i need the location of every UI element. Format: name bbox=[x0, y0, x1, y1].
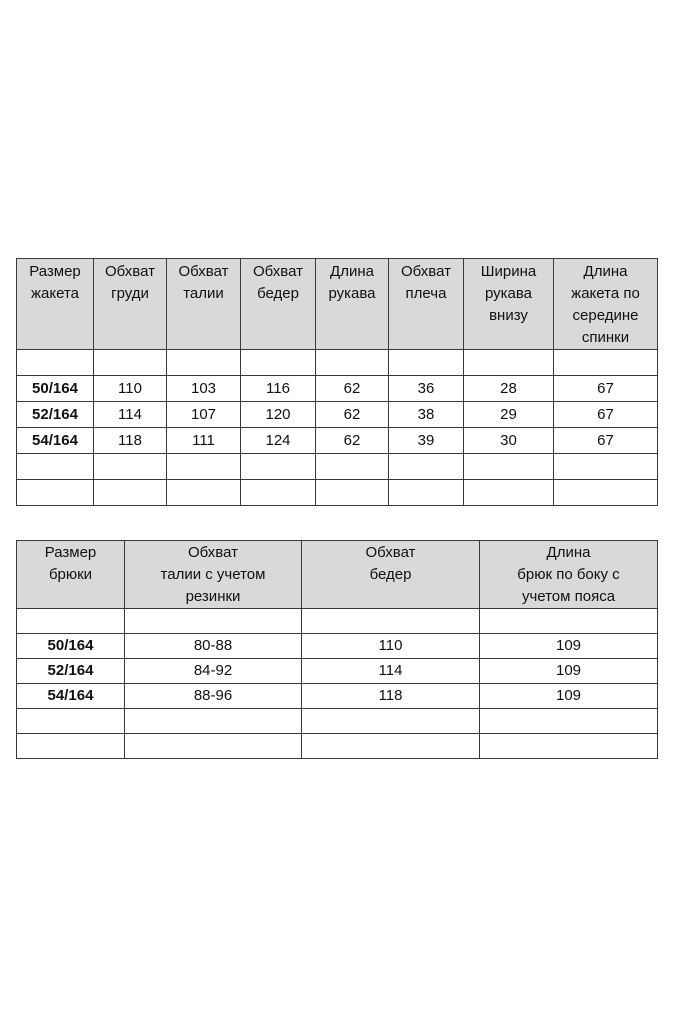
table-row bbox=[17, 709, 658, 734]
table-cell: 124 bbox=[241, 428, 316, 454]
table-cell: 116 bbox=[241, 376, 316, 402]
table-cell bbox=[554, 350, 658, 376]
table-cell: 62 bbox=[316, 402, 389, 428]
table-cell: 114 bbox=[302, 659, 480, 684]
table-cell: 118 bbox=[302, 684, 480, 709]
table-cell bbox=[389, 480, 464, 506]
table-cell bbox=[125, 709, 302, 734]
jacket-header-hips: Обхват бедер bbox=[241, 259, 316, 350]
jacket-size-table bbox=[16, 258, 658, 506]
table-cell bbox=[464, 480, 554, 506]
table-cell: 54/164 bbox=[17, 428, 94, 454]
table-cell: 62 bbox=[316, 428, 389, 454]
table-cell: 52/164 bbox=[17, 659, 125, 684]
table-cell: 120 bbox=[241, 402, 316, 428]
table-cell: 109 bbox=[480, 659, 658, 684]
table-cell: 29 bbox=[464, 402, 554, 428]
table-cell bbox=[302, 734, 480, 759]
table-row bbox=[17, 684, 658, 709]
table-cell bbox=[464, 454, 554, 480]
table-cell bbox=[316, 480, 389, 506]
table-cell: 50/164 bbox=[17, 634, 125, 659]
table-cell bbox=[17, 350, 94, 376]
table-row bbox=[17, 402, 658, 428]
table-cell bbox=[17, 480, 94, 506]
table-row bbox=[17, 634, 658, 659]
jacket-header-sleeve-width: Ширина рукава внизу bbox=[464, 259, 554, 350]
jacket-header-row bbox=[17, 259, 658, 350]
table-cell bbox=[167, 454, 241, 480]
jacket-header-waist: Обхват талии bbox=[167, 259, 241, 350]
jacket-header-jacket-length: Длина жакета по середине спинки bbox=[554, 259, 658, 350]
table-cell bbox=[125, 734, 302, 759]
table-cell: 88-96 bbox=[125, 684, 302, 709]
table-row bbox=[17, 454, 658, 480]
table-cell: 67 bbox=[554, 376, 658, 402]
table-cell bbox=[94, 480, 167, 506]
table-row bbox=[17, 428, 658, 454]
table-cell: 36 bbox=[389, 376, 464, 402]
table-cell: 39 bbox=[389, 428, 464, 454]
jacket-header-shoulder: Обхват плеча bbox=[389, 259, 464, 350]
table-cell bbox=[167, 480, 241, 506]
table-cell: 67 bbox=[554, 428, 658, 454]
table-cell bbox=[316, 350, 389, 376]
table-cell: 111 bbox=[167, 428, 241, 454]
table-row bbox=[17, 734, 658, 759]
table-cell bbox=[241, 480, 316, 506]
table-cell bbox=[389, 350, 464, 376]
jacket-header-size: Размер жакета bbox=[17, 259, 94, 350]
table-cell bbox=[302, 709, 480, 734]
table-cell: 109 bbox=[480, 634, 658, 659]
table-cell: 54/164 bbox=[17, 684, 125, 709]
table-cell bbox=[389, 454, 464, 480]
table-cell: 80-88 bbox=[125, 634, 302, 659]
table-cell bbox=[241, 454, 316, 480]
pants-header-hips: Обхват бедер bbox=[302, 541, 480, 609]
table-cell: 62 bbox=[316, 376, 389, 402]
table-cell: 107 bbox=[167, 402, 241, 428]
table-cell bbox=[125, 609, 302, 634]
table-cell: 30 bbox=[464, 428, 554, 454]
table-cell bbox=[17, 734, 125, 759]
jacket-header-chest: Обхват груди bbox=[94, 259, 167, 350]
table-cell bbox=[17, 709, 125, 734]
table-cell bbox=[316, 454, 389, 480]
table-cell bbox=[480, 734, 658, 759]
table-cell: 110 bbox=[94, 376, 167, 402]
table-cell: 84-92 bbox=[125, 659, 302, 684]
pants-size-table bbox=[16, 540, 658, 759]
table-cell bbox=[480, 709, 658, 734]
table-cell bbox=[241, 350, 316, 376]
table-cell bbox=[464, 350, 554, 376]
table-cell: 50/164 bbox=[17, 376, 94, 402]
table-cell: 38 bbox=[389, 402, 464, 428]
table-cell: 114 bbox=[94, 402, 167, 428]
table-cell: 52/164 bbox=[17, 402, 94, 428]
table-cell: 67 bbox=[554, 402, 658, 428]
table-cell bbox=[554, 454, 658, 480]
table-cell bbox=[94, 350, 167, 376]
table-cell bbox=[302, 609, 480, 634]
table-cell bbox=[17, 609, 125, 634]
table-row bbox=[17, 480, 658, 506]
table-row bbox=[17, 376, 658, 402]
table-cell bbox=[554, 480, 658, 506]
table-cell: 110 bbox=[302, 634, 480, 659]
table-row bbox=[17, 609, 658, 634]
pants-header-size: Размер брюки bbox=[17, 541, 125, 609]
jacket-header-sleeve-length: Длина рукава bbox=[316, 259, 389, 350]
table-cell bbox=[480, 609, 658, 634]
table-cell bbox=[167, 350, 241, 376]
pants-header-row bbox=[17, 541, 658, 609]
table-cell bbox=[94, 454, 167, 480]
table-cell bbox=[17, 454, 94, 480]
pants-header-length: Длина брюк по боку с учетом пояса bbox=[480, 541, 658, 609]
table-cell: 109 bbox=[480, 684, 658, 709]
table-cell: 103 bbox=[167, 376, 241, 402]
table-cell: 28 bbox=[464, 376, 554, 402]
table-row bbox=[17, 659, 658, 684]
pants-header-waist: Обхват талии с учетом резинки bbox=[125, 541, 302, 609]
table-cell: 118 bbox=[94, 428, 167, 454]
table-row bbox=[17, 350, 658, 376]
